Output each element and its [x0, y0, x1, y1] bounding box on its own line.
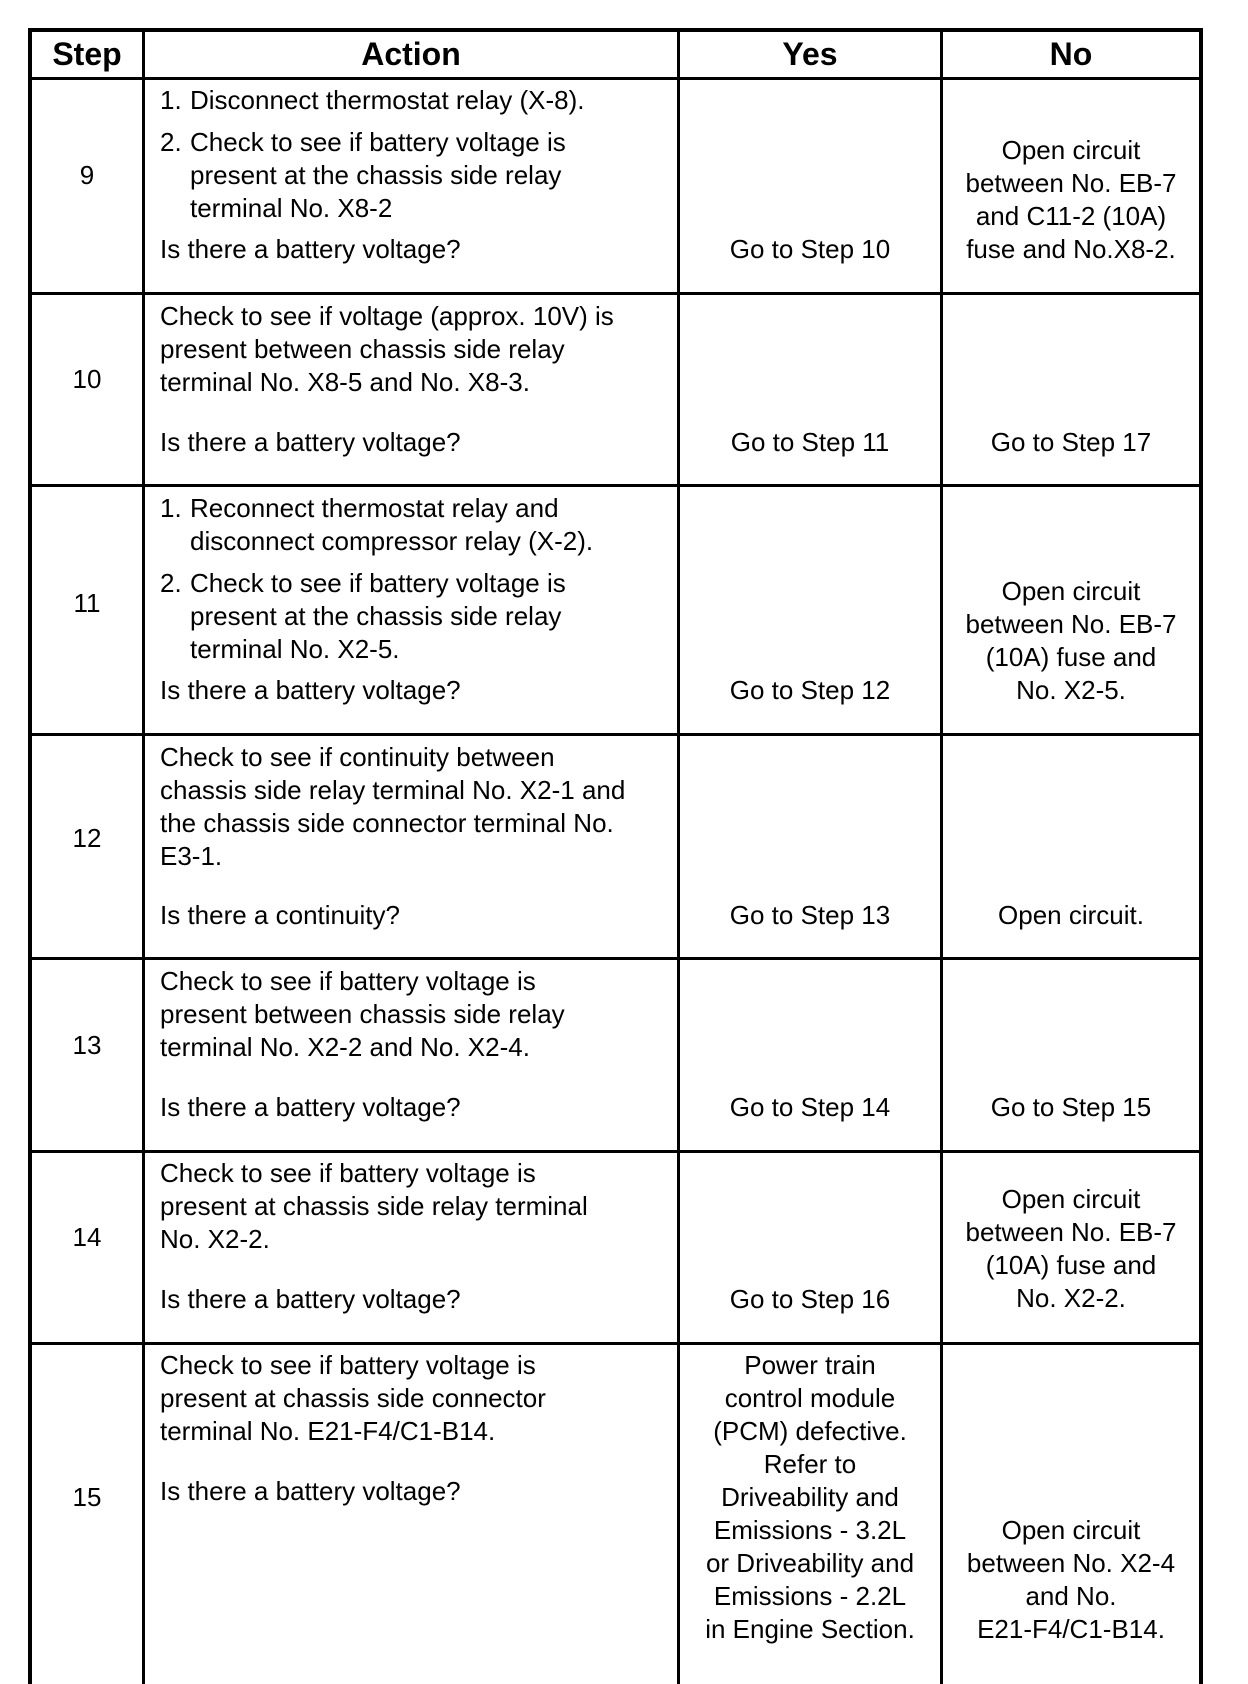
action-item	[160, 567, 566, 666]
action-text: Check to see if battery voltage is present at chassis side relay terminal No. X2-2.	[160, 1158, 588, 1254]
step-number: 11	[73, 588, 101, 618]
table-right-border	[1199, 28, 1203, 1684]
action-text: Check to see if battery voltage is present between chassis side relay terminal No. X2-2 and No. X2-4.	[160, 966, 565, 1062]
yes-result: Power train control module (PCM) defective. Refer to Driveability and Emissions - 3.2L or Driveability and Emissions - 2.2L in Engine Section.	[705, 1350, 915, 1644]
column-header-action: Action	[361, 36, 461, 72]
row-divider	[28, 1342, 1201, 1345]
yes-result: Go to Step 13	[729, 900, 891, 930]
table-top-border	[28, 28, 1201, 32]
row-divider	[28, 957, 1201, 960]
yes-result: Go to Step 10	[729, 234, 891, 264]
action-question: Is there a battery voltage?	[160, 1476, 461, 1506]
step-number: 15	[72, 1482, 102, 1512]
row-divider	[28, 484, 1201, 487]
yes-result: Go to Step 16	[729, 1284, 891, 1314]
action-question: Is there a battery voltage?	[160, 234, 461, 264]
action-item-number: 2.	[160, 127, 182, 157]
column-divider	[142, 28, 145, 1684]
header-divider	[28, 77, 1201, 80]
action-item-text: Check to see if battery voltage is present at the chassis side relay terminal No. X2-5.	[190, 568, 566, 664]
row-divider	[28, 1150, 1201, 1153]
no-result: Open circuit between No. EB-7 (10A) fuse and No. X2-2.	[965, 1184, 1177, 1313]
no-result: Open circuit between No. EB-7 (10A) fuse and No. X2-5.	[965, 576, 1177, 705]
action-question: Is there a battery voltage?	[160, 1092, 461, 1122]
action-item-number: 1.	[160, 85, 182, 115]
action-text: Check to see if continuity between chassis side relay terminal No. X2-1 and the chassis side connector terminal No. E3-1.	[160, 742, 626, 871]
action-question: Is there a battery voltage?	[160, 675, 461, 705]
no-result: Open circuit.	[998, 900, 1144, 930]
action-question: Is there a battery voltage?	[160, 1284, 461, 1314]
no-result: Go to Step 15	[990, 1092, 1152, 1122]
action-item	[160, 126, 566, 225]
action-item-text: Check to see if battery voltage is present at the chassis side relay terminal No. X8-2	[190, 127, 566, 223]
yes-result: Go to Step 12	[729, 675, 891, 705]
step-number: 9	[79, 160, 95, 190]
action-item-number: 2.	[160, 568, 182, 598]
column-header-step: Step	[52, 36, 122, 72]
action-question: Is there a battery voltage?	[160, 427, 461, 457]
step-number: 14	[72, 1222, 102, 1252]
action-question: Is there a continuity?	[160, 900, 400, 930]
action-text: Check to see if battery voltage is present at chassis side connector terminal No. E21-F4/C1-B14.	[160, 1350, 546, 1446]
action-item	[160, 492, 593, 558]
table-left-border	[28, 28, 32, 1684]
no-result: Open circuit between No. EB-7 and C11-2 (10A) fuse and No.X8-2.	[965, 135, 1177, 264]
step-number: 10	[72, 364, 102, 394]
no-result: Open circuit between No. X2-4 and No. E21-F4/C1-B14.	[966, 1515, 1176, 1644]
step-number: 12	[72, 823, 102, 853]
row-divider	[28, 733, 1201, 736]
column-divider	[940, 28, 943, 1684]
action-item	[160, 84, 584, 117]
action-item-text: Reconnect thermostat relay and disconnect compressor relay (X-2).	[190, 493, 594, 556]
action-text: Check to see if voltage (approx. 10V) is present between chassis side relay terminal No. X8-5 and No. X8-3.	[160, 301, 614, 397]
yes-result: Go to Step 11	[730, 427, 890, 457]
no-result: Go to Step 17	[990, 427, 1152, 457]
action-item-number: 1.	[160, 493, 182, 523]
column-header-yes: Yes	[782, 36, 838, 72]
yes-result: Go to Step 14	[729, 1092, 891, 1122]
column-header-no: No	[1049, 36, 1093, 72]
step-number: 13	[72, 1030, 102, 1060]
row-divider	[28, 292, 1201, 295]
action-item-text: Disconnect thermostat relay (X-8).	[190, 85, 585, 115]
